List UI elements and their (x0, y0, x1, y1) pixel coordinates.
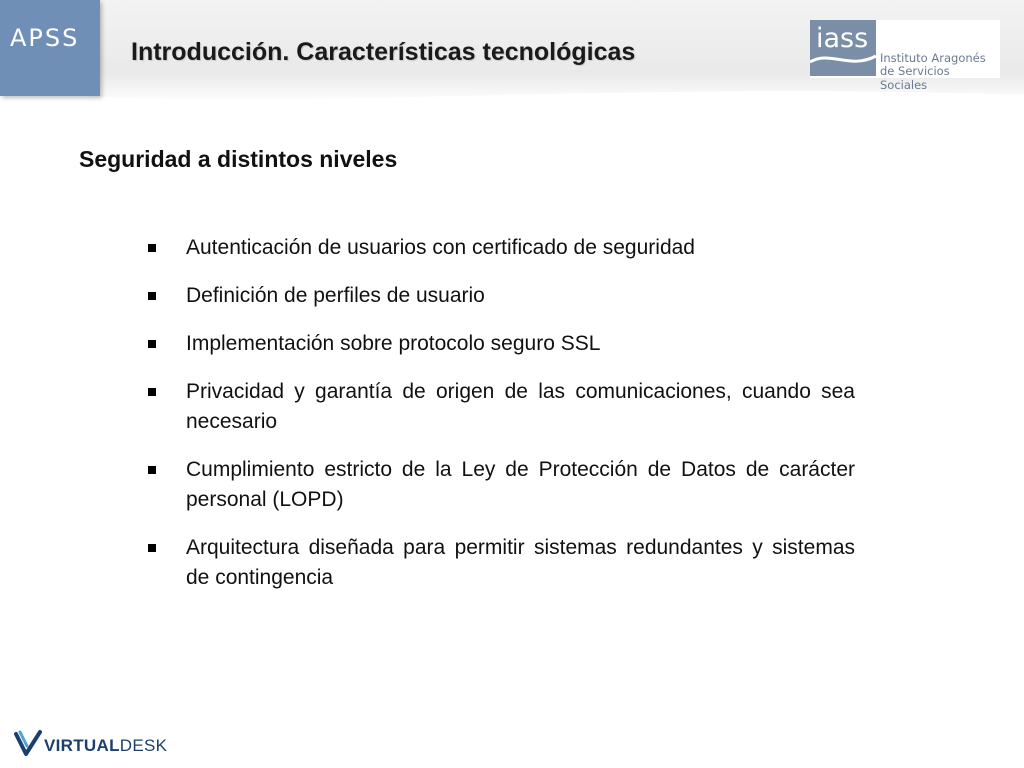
apss-tab (0, 0, 100, 96)
square-bullet-icon (148, 292, 156, 300)
virtualdesk-logo (14, 728, 184, 758)
bullet-text: Cumplimiento estricto de la Ley de Protección de Datos de carácter personal (LOPD) (186, 458, 855, 511)
square-bullet-icon (148, 340, 156, 348)
bullet-text: Autenticación de usuarios con certificado de seguridad (186, 236, 695, 259)
bullet-text: Privacidad y garantía de origen de las comunicaciones, cuando sea necesario (186, 380, 855, 433)
iass-name-line1: Instituto Aragonés (880, 51, 986, 65)
bullet-item (145, 281, 855, 311)
iass-name-line2: de Servicios Sociales (880, 64, 950, 92)
bullet-item (145, 377, 855, 437)
virtualdesk-regular: DESK (119, 736, 168, 755)
bullet-list (145, 233, 855, 611)
bullet-text: Implementación sobre protocolo seguro SSL (186, 332, 601, 355)
bullet-item (145, 533, 855, 593)
virtualdesk-v-icon (14, 728, 42, 758)
square-bullet-icon (148, 544, 156, 552)
bullet-item (145, 329, 855, 359)
bullet-item (145, 455, 855, 515)
page-title: Introducción. Características tecnológicas (131, 38, 636, 66)
square-bullet-icon (148, 244, 156, 252)
iass-logo (810, 20, 1000, 92)
bullet-text: Arquitectura diseñada para permitir sistemas redundantes y sistemas de contingencia (186, 536, 855, 589)
square-bullet-icon (148, 388, 156, 396)
iass-mark (810, 20, 876, 76)
iass-mark-text: iass (816, 23, 869, 54)
iass-wave-icon (810, 20, 876, 76)
square-bullet-icon (148, 466, 156, 474)
bullet-text: Definición de perfiles de usuario (186, 284, 485, 307)
virtualdesk-wordmark (44, 736, 167, 756)
section-heading: Seguridad a distintos niveles (79, 146, 398, 172)
apss-label: APSS (10, 24, 80, 52)
bullet-item (145, 233, 855, 263)
virtualdesk-bold: VIRTUAL (44, 736, 120, 755)
